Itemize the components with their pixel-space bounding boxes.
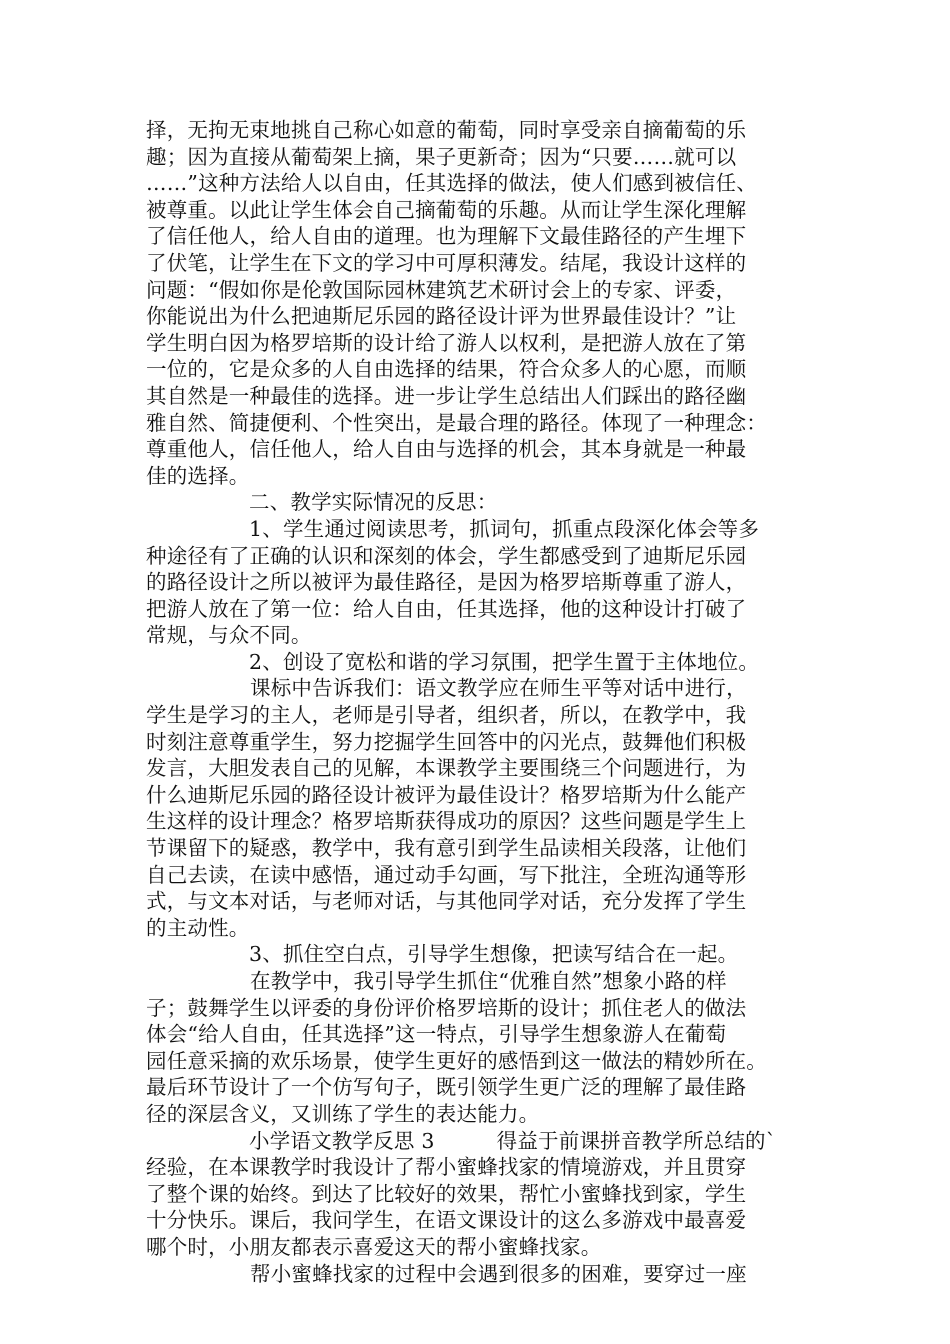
text-line: 节课留下的疑惑，教学中，我有意引到学生品读相关段落，让他们 <box>146 836 747 861</box>
text-line: 什么迪斯尼乐园的路径设计被评为最佳设计？格罗培斯为什么能产 <box>146 782 747 807</box>
text-line: 种途径有了正确的认识和深刻的体会，学生都感受到了迪斯尼乐园 <box>146 543 747 568</box>
text-line: 把游人放在了第一位：给人自由，任其选择，他的这种设计打破了 <box>146 596 747 621</box>
text-line: 子；鼓舞学生以评委的身份评价格罗培斯的设计；抓住老人的做法 <box>146 995 747 1020</box>
text-line: 经验，在本课教学时我设计了帮小蜜蜂找家的情境游戏，并且贯穿 <box>146 1155 747 1180</box>
text-line: 一位的，它是众多的人自由选择的结果，符合众多人的心愿，而顺 <box>146 357 747 382</box>
text-line: 择，无拘无束地挑自己称心如意的葡萄，同时享受亲自摘葡萄的乐 <box>146 118 747 142</box>
text-line: 帮小蜜蜂找家的过程中会遇到很多的困难，要穿过一座 <box>250 1261 747 1286</box>
text-line: 2、创设了宽松和谐的学习氛围，把学生置于主体地位。 <box>249 649 760 674</box>
text-line: 园任意采摘的欢乐场景，使学生更好的感悟到这一做法的精妙所在。 <box>146 1048 767 1073</box>
text-line: 课标中告诉我们：语文教学应在师生平等对话中进行， <box>250 676 747 701</box>
text-line: 发言，大胆发表自己的见解，本课教学主要围绕三个问题进行，为 <box>146 756 747 781</box>
text-line: 问题：“假如你是伦敦国际园林建筑艺术研讨会上的专家、评委， <box>146 277 737 302</box>
text-line: 哪个时，小朋友都表示喜爱这天的帮小蜜蜂找家。 <box>146 1234 602 1259</box>
text-line: 学生是学习的主人，老师是引导者，组织者，所以，在教学中，我 <box>146 703 747 728</box>
text-line: 尊重他人，信任他人，给人自由与选择的机会，其本身就是一种最 <box>146 437 747 462</box>
text-line: 了信任他人，给人自由的道理。也为理解下文最佳路径的产生埋下 <box>146 224 747 249</box>
text-line: ……”这种方法给人以自由，任其选择的做法，使人们感到被信任、 <box>146 171 757 196</box>
text-line: 最后环节设计了一个仿写句子，既引领学生更广泛的理解了最佳路 <box>146 1075 747 1100</box>
text-line: 你能说出为什么把迪斯尼乐园的路径设计评为世界最佳设计？”让 <box>146 304 737 329</box>
text-line: 十分快乐。课后，我问学生，在语文课设计的这么多游戏中最喜爱 <box>146 1208 747 1233</box>
text-line: 学生明白因为格罗培斯的设计给了游人以权利，是把游人放在了第 <box>146 330 747 355</box>
text-line: 趣；因为直接从葡萄架上摘，果子更新奇；因为“只要……就可以 <box>146 144 737 169</box>
text-line: 3、抓住空白点，引导学生想像，把读写结合在一起。 <box>249 942 739 967</box>
text-line: 了伏笔，让学生在下文的学习中可厚积薄发。结尾，我设计这样的 <box>146 250 747 275</box>
text-line: 1、学生通过阅读思考，抓词句，抓重点段深化体会等多 <box>249 516 760 541</box>
text-line: 自己去读，在读中感悟，通过动手勾画，写下批注，全班沟通等形 <box>146 862 747 887</box>
text-line: 时刻注意尊重学生，努力挖掘学生回答中的闪光点，鼓舞他们积极 <box>146 729 747 754</box>
text-line: 常规，与众不同。 <box>146 623 312 648</box>
text-line: 径的深层含义，又训练了学生的表达能力。 <box>146 1101 540 1126</box>
text-line: 式，与文本对话，与老师对话，与其他同学对话，充分发挥了学生 <box>146 889 747 914</box>
text-line: 的路径设计之所以被评为最佳路径，是因为格罗培斯尊重了游人， <box>146 570 747 595</box>
text-line: 在教学中，我引导学生抓住“优雅自然”想象小路的样 <box>250 969 727 993</box>
text-line: 雅自然、简捷便利、个性突出，是最合理的路径。体现了一种理念： <box>146 410 767 435</box>
section-heading: 小学语文教学反思 3 得益于前课拼音教学所总结的` <box>249 1128 777 1153</box>
text-line: 佳的选择。 <box>146 463 250 488</box>
text-line: 了整个课的始终。到达了比较好的效果，帮忙小蜜蜂找到家，学生 <box>146 1181 747 1206</box>
section-heading: 二、教学实际情况的反思： <box>249 490 498 515</box>
text-line: 被尊重。以此让学生体会自己摘葡萄的乐趣。从而让学生深化理解 <box>146 197 747 222</box>
document-body <box>146 117 826 1287</box>
text-line: 的主动性。 <box>146 915 250 940</box>
text-line: 体会“给人自由，任其选择”这一特点，引导学生想象游人在葡萄 <box>146 1022 727 1047</box>
text-line: 其自然是一种最佳的选择。进一步让学生总结出人们踩出的路径幽 <box>146 383 747 408</box>
text-line: 生这样的设计理念？格罗培斯获得成功的原因？这些问题是学生上 <box>146 809 747 834</box>
